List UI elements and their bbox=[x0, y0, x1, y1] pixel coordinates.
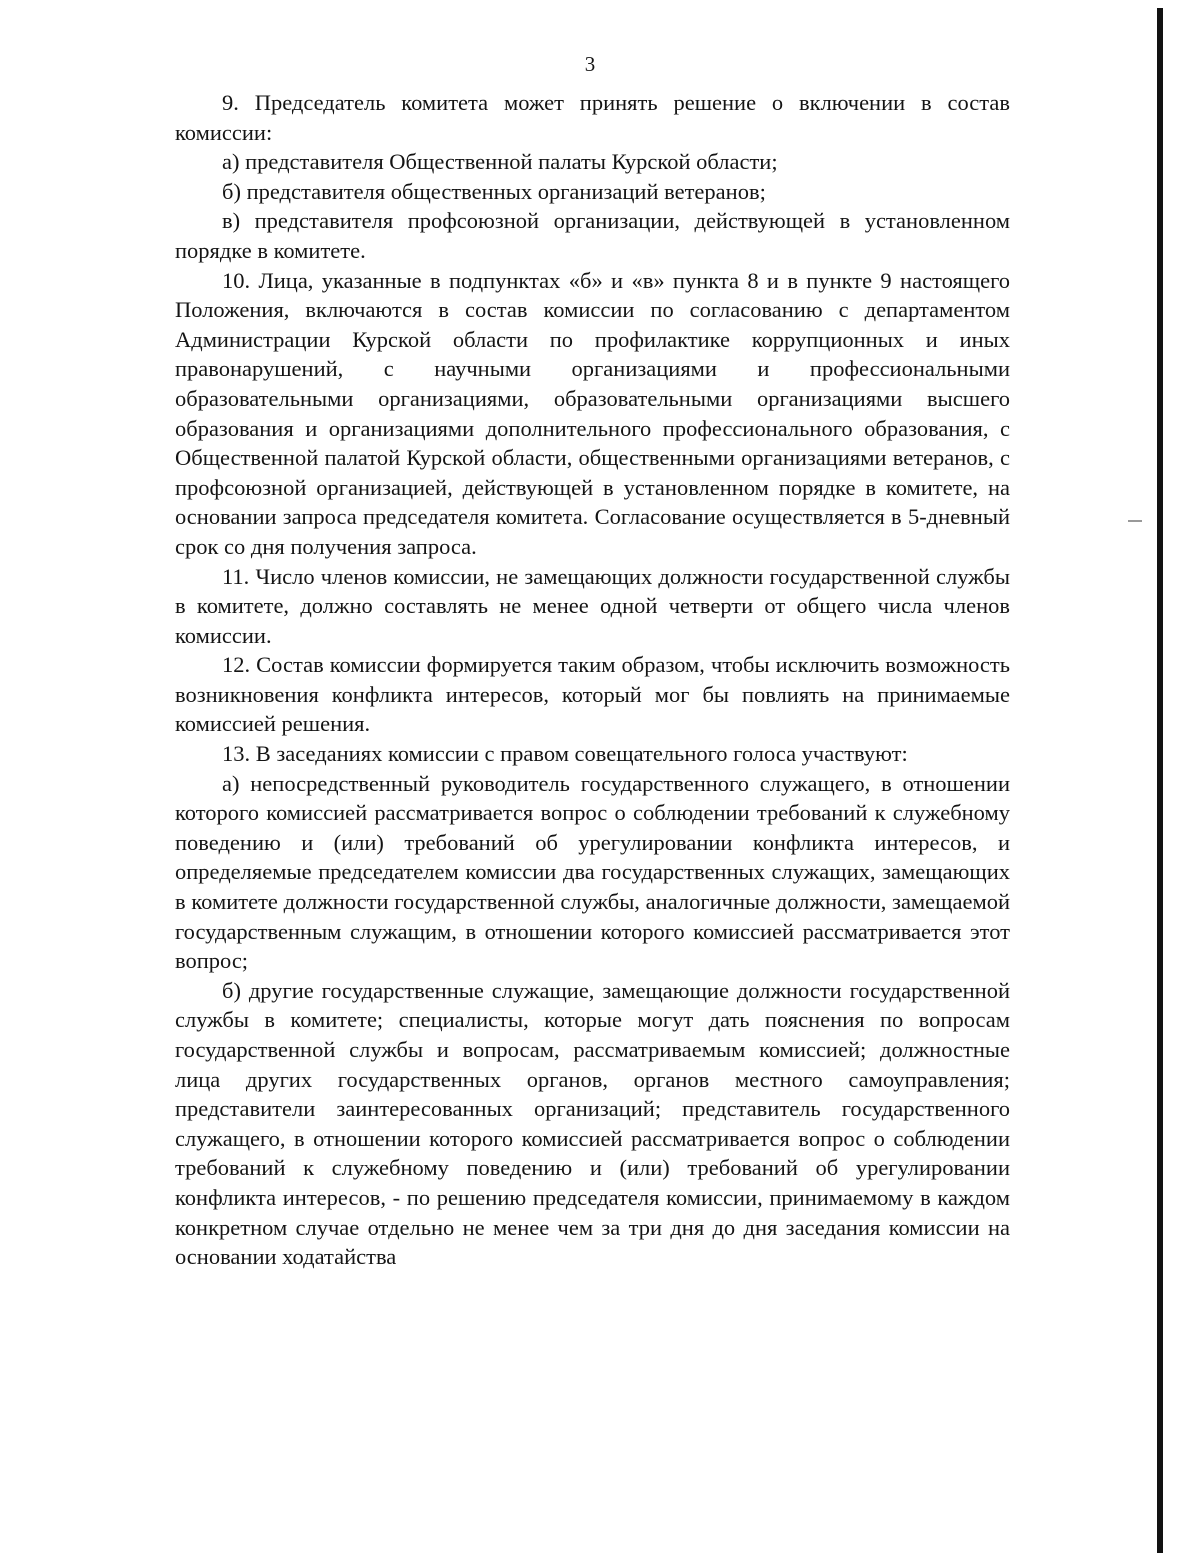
paragraph-13-a: а) непосредственный руководитель государственного служащего, в отношении которого комиссией рассматривается вопрос о соблюдении требований к служебному поведению и (или) требований об урегулировании конфликта интересов, и определяемые председателем комиссии два государственных служащих, замещающих в комитете должности государственной службы, аналогичные должности, замещаемой государственным служащим, в отношении которого комиссией рассматривается этот вопрос; bbox=[175, 770, 1010, 974]
paragraph-9-a: а) представителя Общественной палаты Курской области; bbox=[222, 149, 778, 175]
paragraph-9: 9. Председатель комитета может принять решение о включении в состав комиссии: bbox=[175, 90, 1010, 145]
document-body bbox=[175, 88, 1010, 1272]
paragraph-13: 13. В заседаниях комиссии с правом совещательного голоса участвуют: bbox=[222, 741, 908, 767]
paragraph-13-b: б) другие государственные служащие, замещающие должности государственной службы в комитете; специалисты, которые могут дать пояснения по вопросам государственной службы и вопросам, рассматриваемым комиссией; должностные лица других государственных органов, органов местного самоуправления; представители заинтересованных организаций; представитель государственного служащего, в отношении которого комиссией рассматривается вопрос о соблюдении требований к служебному поведению и (или) требований об урегулировании конфликта интересов, - по решению председателя комиссии, принимаемому в каждом конкретном случае отдельно не менее чем за три дня до дня заседания комиссии на основании ходатайства bbox=[175, 977, 1010, 1270]
paragraph-9-b: б) представителя общественных организаций ветеранов; bbox=[222, 178, 766, 204]
scan-stray-mark bbox=[1128, 520, 1142, 522]
paragraph-12: 12. Состав комиссии формируется таким образом, чтобы исключить возможность возникновения конфликта интересов, который мог бы повлиять на принимаемые комиссией решения. bbox=[175, 652, 1010, 737]
paragraph-9-v: в) представителя профсоюзной организации, действующей в установленном порядке в комитете. bbox=[175, 208, 1010, 263]
scan-edge-line bbox=[1157, 8, 1163, 1553]
paragraph-10: 10. Лица, указанные в подпунктах «б» и «в» пункта 8 и в пункте 9 настоящего Положения, включаются в состав комиссии по согласованию с департаментом Администрации Курской области по профилактике коррупционных и иных правонарушений, с научными организациями и профессиональными образовательными организациями, образовательными организациями высшего образования и организациями дополнительного профессионального образования, с Общественной палатой Курской области, общественными организациями ветеранов, с профсоюзной организацией, действующей в установленном порядке в комитете, на основании запроса председателя комитета. Согласование осуществляется в 5-дневный срок со дня получения запроса. bbox=[175, 267, 1010, 559]
page-number: 3 bbox=[584, 52, 596, 76]
paragraph-11: 11. Число членов комиссии, не замещающих должности государственной службы в комитете, должно составлять не менее одной четверти от общего числа членов комиссии. bbox=[175, 563, 1010, 648]
